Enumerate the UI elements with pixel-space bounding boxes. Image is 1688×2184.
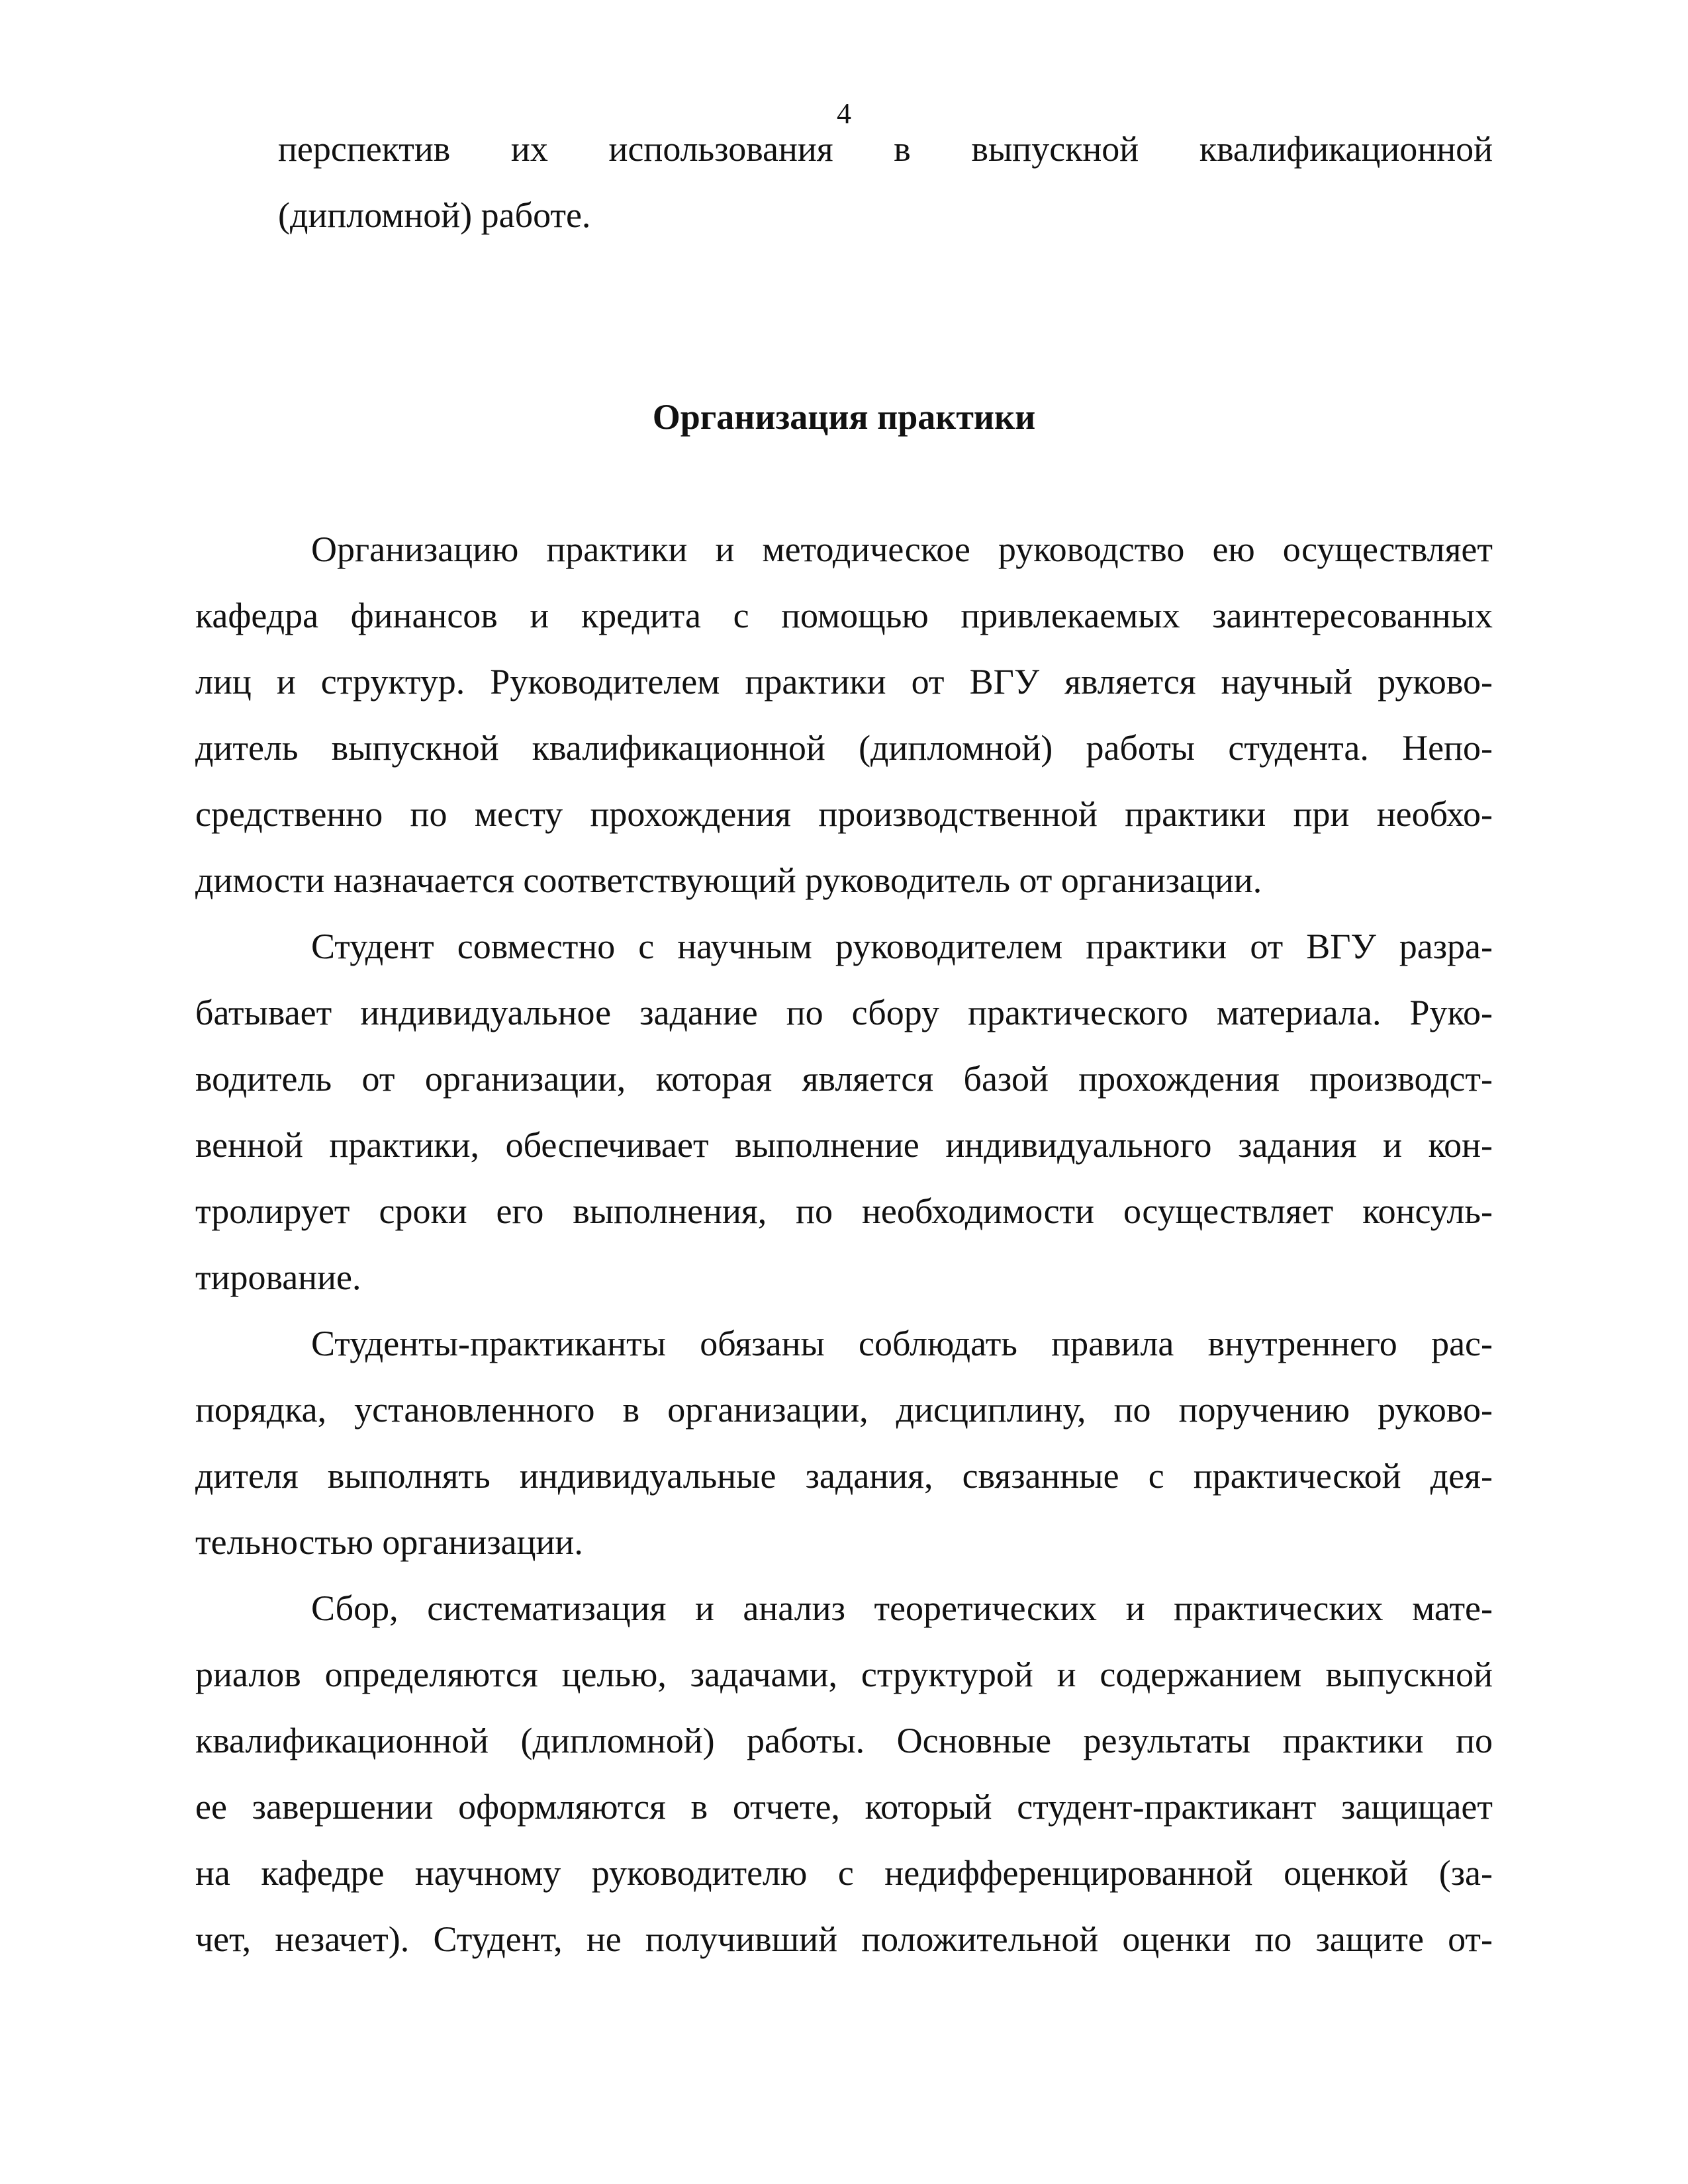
text-line: кафедра финансов и кредита с помощью привлекаемых заинтересованных xyxy=(195,596,1493,635)
text-line: тельностью организации. xyxy=(195,1522,583,1562)
text-line: Сбор, систематизация и анализ теоретических и практических мате- xyxy=(311,1588,1493,1628)
text-line: венной практики, обеспечивает выполнение индивидуального задания и кон- xyxy=(195,1125,1493,1165)
text-line: лиц и структур. Руководителем практики от ВГУ является научный руково- xyxy=(195,662,1493,702)
text-line: чет, незачет). Студент, не получивший положительной оценки по защите от- xyxy=(195,1919,1493,1959)
text-line: порядка, установленного в организации, дисциплину, по поручению руково- xyxy=(195,1390,1493,1430)
text-line: Организацию практики и методическое руководство ею осуществляет xyxy=(311,529,1493,569)
text-line: (дипломной) работе. xyxy=(278,195,591,235)
text-line: тирование. xyxy=(195,1257,361,1297)
page-number: 4 xyxy=(837,97,851,130)
text-line: Студент совместно с научным руководителем практики от ВГУ разра- xyxy=(311,927,1493,966)
text-line: дитель выпускной квалификационной (дипломной) работы студента. Непо- xyxy=(195,728,1493,768)
text-line: ее завершении оформляются в отчете, который студент-практикант защищает xyxy=(195,1787,1493,1827)
text-line: на кафедре научному руководителю с недифференцированной оценкой (за- xyxy=(195,1853,1493,1893)
text-line: тролирует сроки его выполнения, по необходимости осуществляет консуль- xyxy=(195,1191,1493,1231)
text-line: димости назначается соответствующий руководитель от организации. xyxy=(195,860,1262,900)
text-line: дителя выполнять индивидуальные задания, связанные с практической дея- xyxy=(195,1456,1493,1496)
text-line: квалификационной (дипломной) работы. Основные результаты практики по xyxy=(195,1721,1493,1760)
text-line: батывает индивидуальное задание по сбору практического материала. Руко- xyxy=(195,993,1493,1032)
section-heading: Организация практики xyxy=(652,397,1036,437)
text-line: средственно по месту прохождения производственной практики при необхо- xyxy=(195,794,1493,834)
text-line: перспектив их использования в выпускной квалификационной xyxy=(278,129,1493,169)
text-line: водитель от организации, которая является базой прохождения производст- xyxy=(195,1059,1493,1099)
text-line: риалов определяются целью, задачами, структурой и содержанием выпускной xyxy=(195,1655,1493,1694)
text-line: Студенты-практиканты обязаны соблюдать правила внутреннего рас- xyxy=(311,1324,1493,1363)
